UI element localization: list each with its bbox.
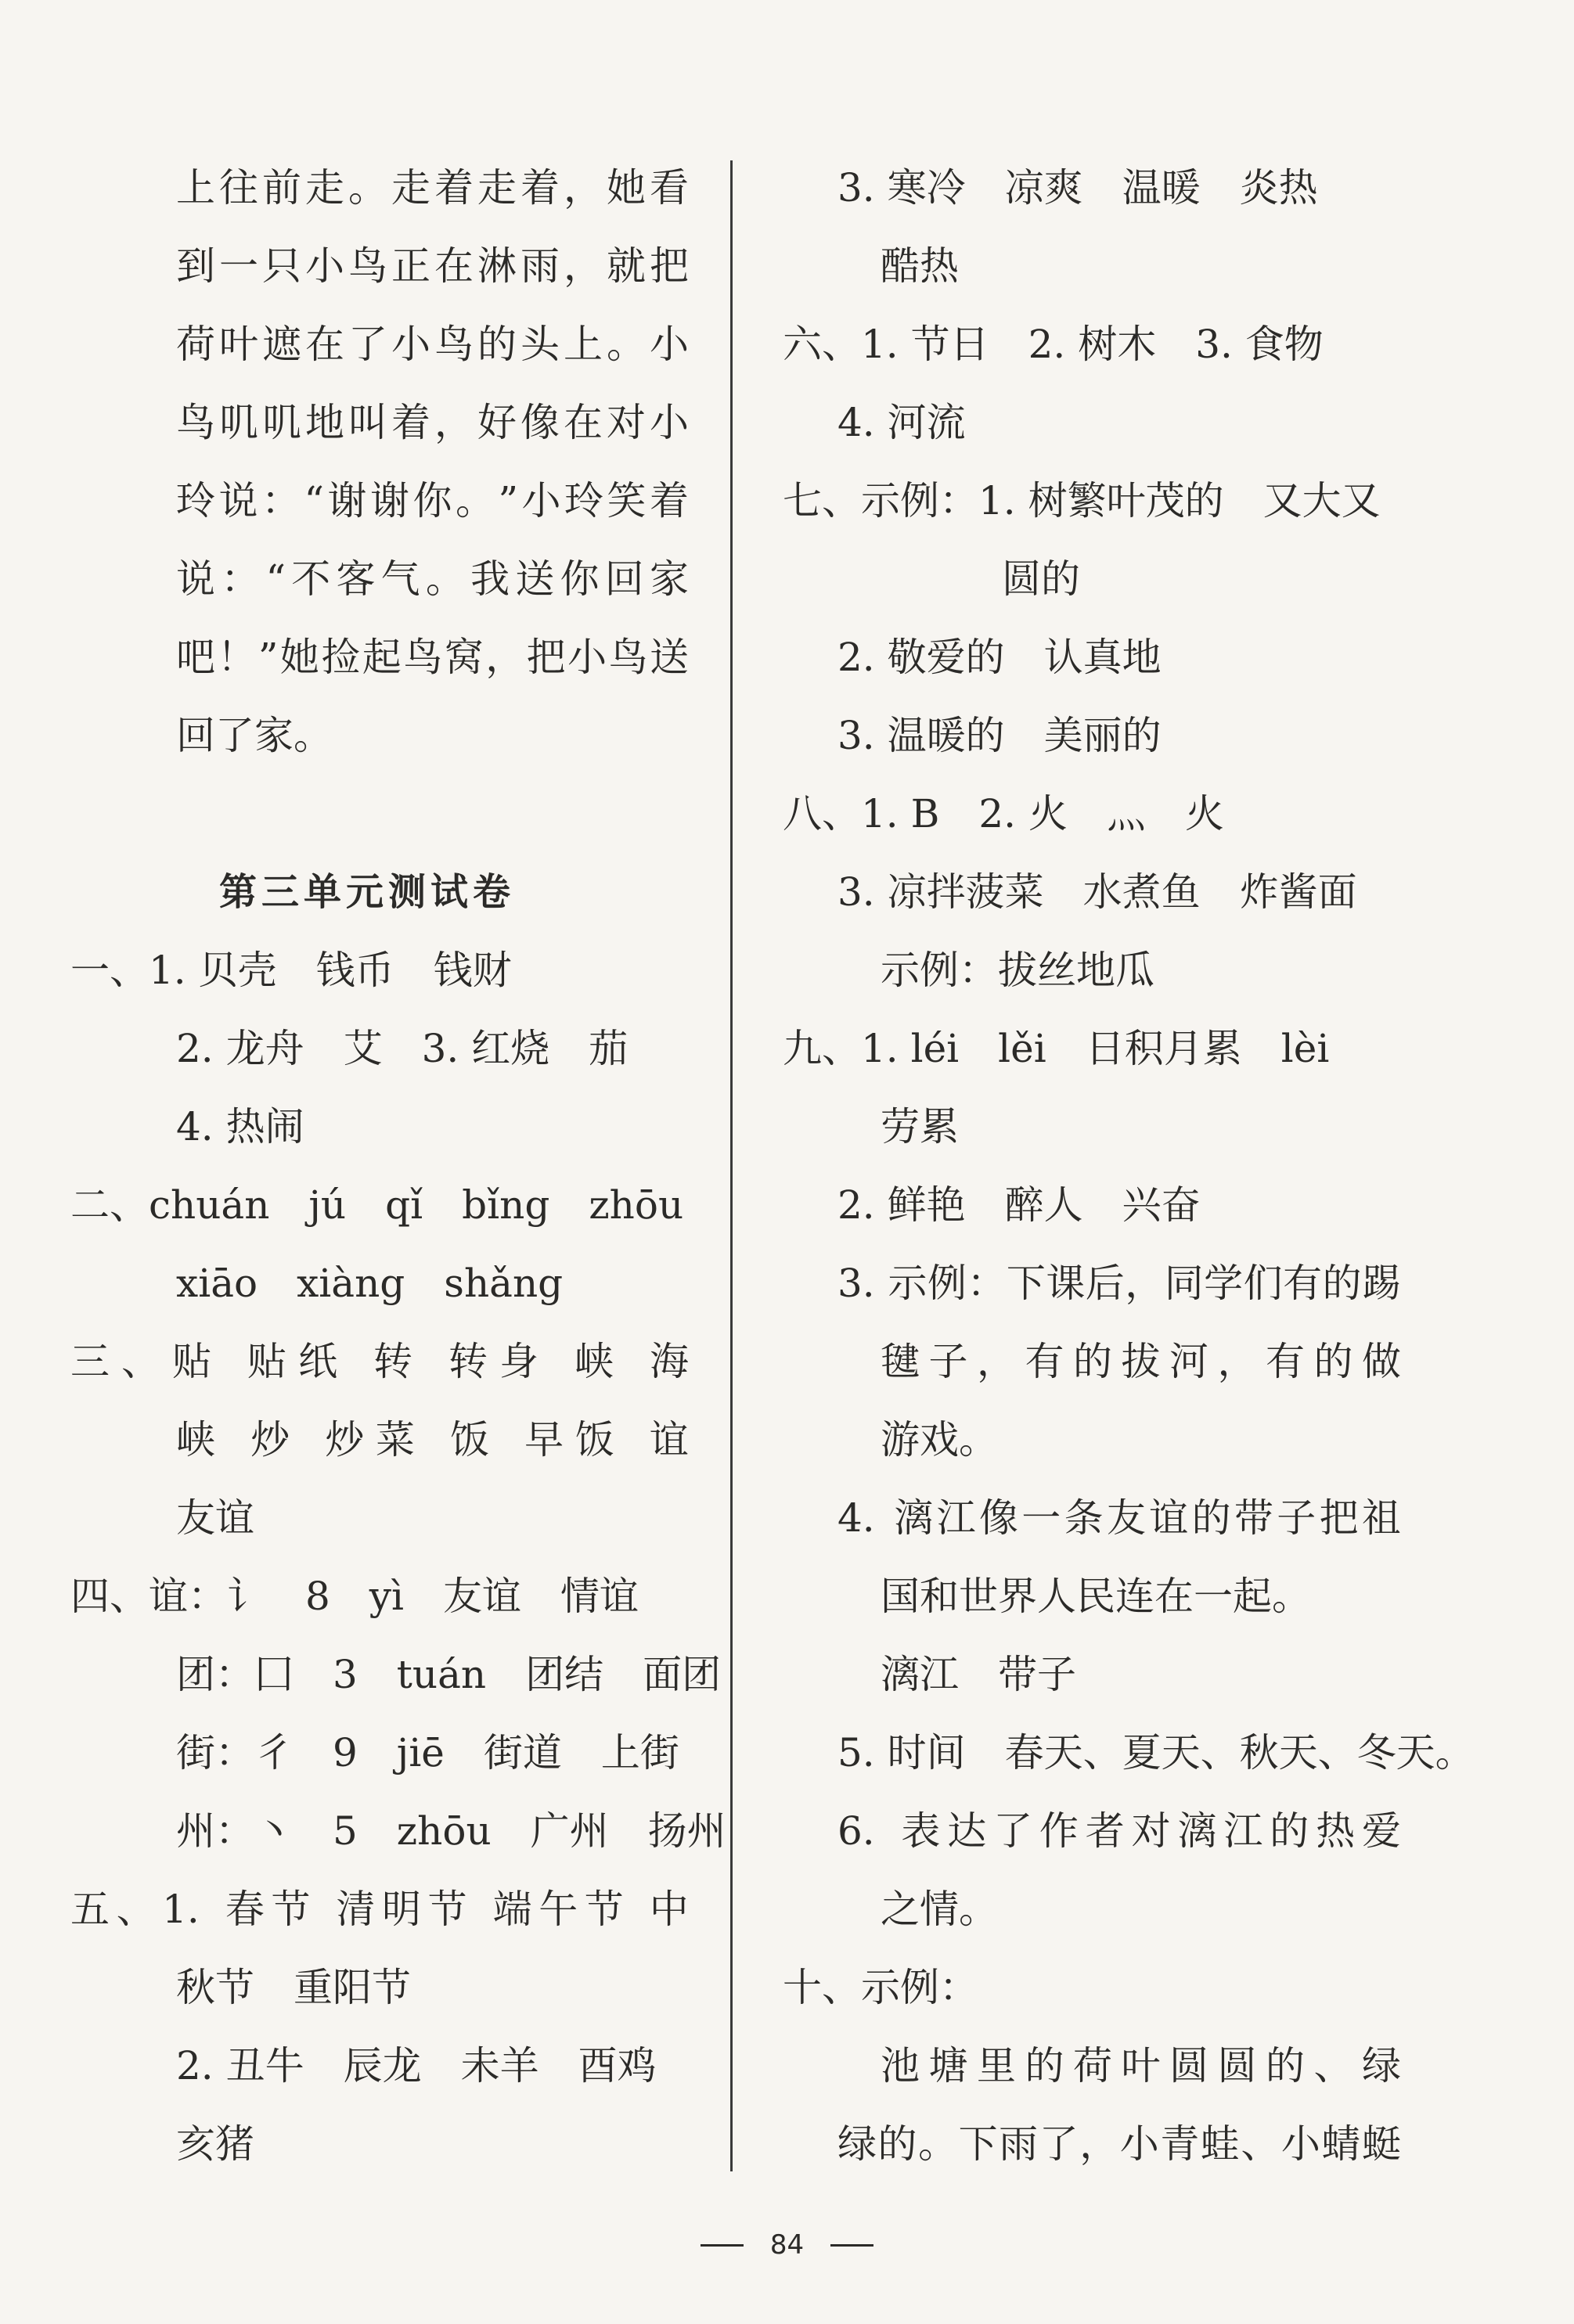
left-line-20: 团：囗 3 tuán 团结 面团 xyxy=(176,1652,722,1697)
right-line-24: 十、示例： xyxy=(783,1965,978,2010)
right-line-20: 漓江 带子 xyxy=(881,1652,1076,1697)
left-line-26: 亥猪 xyxy=(176,2121,254,2167)
right-line-8: 3. 温暖的 美丽的 xyxy=(837,713,1162,758)
left-line-17: 峡 炒 炒 菜 饭 早 饭 谊 xyxy=(176,1417,689,1462)
left-line-13: 4. 热闹 xyxy=(176,1104,304,1149)
left-line-22: 州：丶 5 zhōu 广州 扬州 xyxy=(176,1808,726,1854)
right-line-19: 国和世界人民连在一起。 xyxy=(881,1574,1311,1619)
right-line-13: 劳累 xyxy=(881,1104,959,1149)
right-line-22: 6. 表 达 了 作 者 对 漓 江 的 热 爱 xyxy=(837,1808,1401,1854)
right-line-3: 六、1. 节日 2. 树木 3. 食物 xyxy=(783,322,1324,367)
left-line-5: 玲 说 ： “ 谢 谢 你 。 ” 小 玲 笑 着 xyxy=(176,478,689,523)
right-line-10: 3. 凉拌菠菜 水煮鱼 炸酱面 xyxy=(837,869,1357,915)
left-line-23: 五 、 1. 春 节 清 明 节 端 午 节 中 xyxy=(70,1887,689,1932)
left-line-15: xiāo xiàng shǎng xyxy=(176,1261,564,1306)
footer-dash-right xyxy=(830,2244,873,2247)
right-line-17: 游戏。 xyxy=(881,1417,998,1462)
left-line-12: 2. 龙舟 艾 3. 红烧 茄 xyxy=(176,1026,629,1071)
left-line-16: 三 、 贴 贴 纸 转 转 身 峡 海 xyxy=(70,1339,689,1384)
right-line-9: 八、1. B 2. 火 灬 火 xyxy=(783,791,1224,836)
right-line-6: 圆的 xyxy=(1002,556,1080,602)
right-line-15: 3. 示 例 ： 下 课 后 ， 同 学 们 有 的 踢 xyxy=(837,1261,1401,1306)
right-line-16: 毽 子 ， 有 的 拔 河 ， 有 的 做 xyxy=(881,1339,1401,1384)
left-line-7: 吧 ！ ” 她 捡 起 鸟 窝 ， 把 小 鸟 送 xyxy=(176,635,689,680)
left-line-8: 回了家。 xyxy=(176,713,333,758)
left-line-11: 一、1. 贝壳 钱币 钱财 xyxy=(70,948,512,993)
right-line-14: 2. 鲜艳 醉人 兴奋 xyxy=(837,1182,1201,1228)
right-line-12: 九、1. léi lěi 日积月累 lèi xyxy=(783,1026,1330,1071)
left-line-6: 说 ： “ 不 客 气 。 我 送 你 回 家 xyxy=(176,556,689,602)
page-number: 84 xyxy=(769,2229,805,2261)
left-line-1: 上 往 前 走 。 走 着 走 着 ， 她 看 xyxy=(176,165,689,210)
left-line-21: 街：彳 9 jiē 街道 上街 xyxy=(176,1730,679,1775)
left-line-4: 鸟 叽 叽 地 叫 着 ， 好 像 在 对 小 xyxy=(176,400,689,445)
right-line-4: 4. 河流 xyxy=(837,400,966,445)
right-line-5: 七、示例：1. 树繁叶茂的 又大又 xyxy=(783,478,1381,523)
left-line-19: 四、谊：讠 8 yì 友谊 情谊 xyxy=(70,1574,639,1619)
left-line-25: 2. 丑牛 辰龙 未羊 酉鸡 xyxy=(176,2043,657,2088)
right-line-2: 酷热 xyxy=(881,243,959,289)
right-line-26: 绿 的 。 下 雨 了 ， 小 青 蛙 、 小 蜻 蜓 xyxy=(837,2121,1401,2167)
left-line-3: 荷 叶 遮 在 了 小 鸟 的 头 上 。 小 xyxy=(176,322,689,367)
column-divider xyxy=(730,160,733,2171)
left-line-18: 友谊 xyxy=(176,1495,254,1541)
left-line-2: 到 一 只 小 鸟 正 在 淋 雨 ， 就 把 xyxy=(176,243,689,289)
right-line-25: 池 塘 里 的 荷 叶 圆 圆 的 、 绿 xyxy=(881,2043,1401,2088)
right-line-23: 之情。 xyxy=(881,1887,998,1932)
left-line-14: 二、chuán jú qǐ bǐng zhōu xyxy=(70,1182,684,1228)
left-line-24: 秋节 重阳节 xyxy=(176,1965,411,2010)
right-line-11: 示例：拔丝地瓜 xyxy=(881,948,1154,993)
right-line-18: 4. 漓 江 像 一 条 友 谊 的 带 子 把 祖 xyxy=(837,1495,1401,1541)
page-footer xyxy=(0,2218,1574,2272)
right-line-7: 2. 敬爱的 认真地 xyxy=(837,635,1162,680)
left-line-10: 第三单元测试卷 xyxy=(219,870,516,914)
footer-dash-left xyxy=(701,2244,744,2247)
right-line-1: 3. 寒冷 凉爽 温暖 炎热 xyxy=(837,165,1318,210)
right-line-21: 5. 时间 春天、夏天、秋天、冬天。 xyxy=(837,1730,1475,1775)
